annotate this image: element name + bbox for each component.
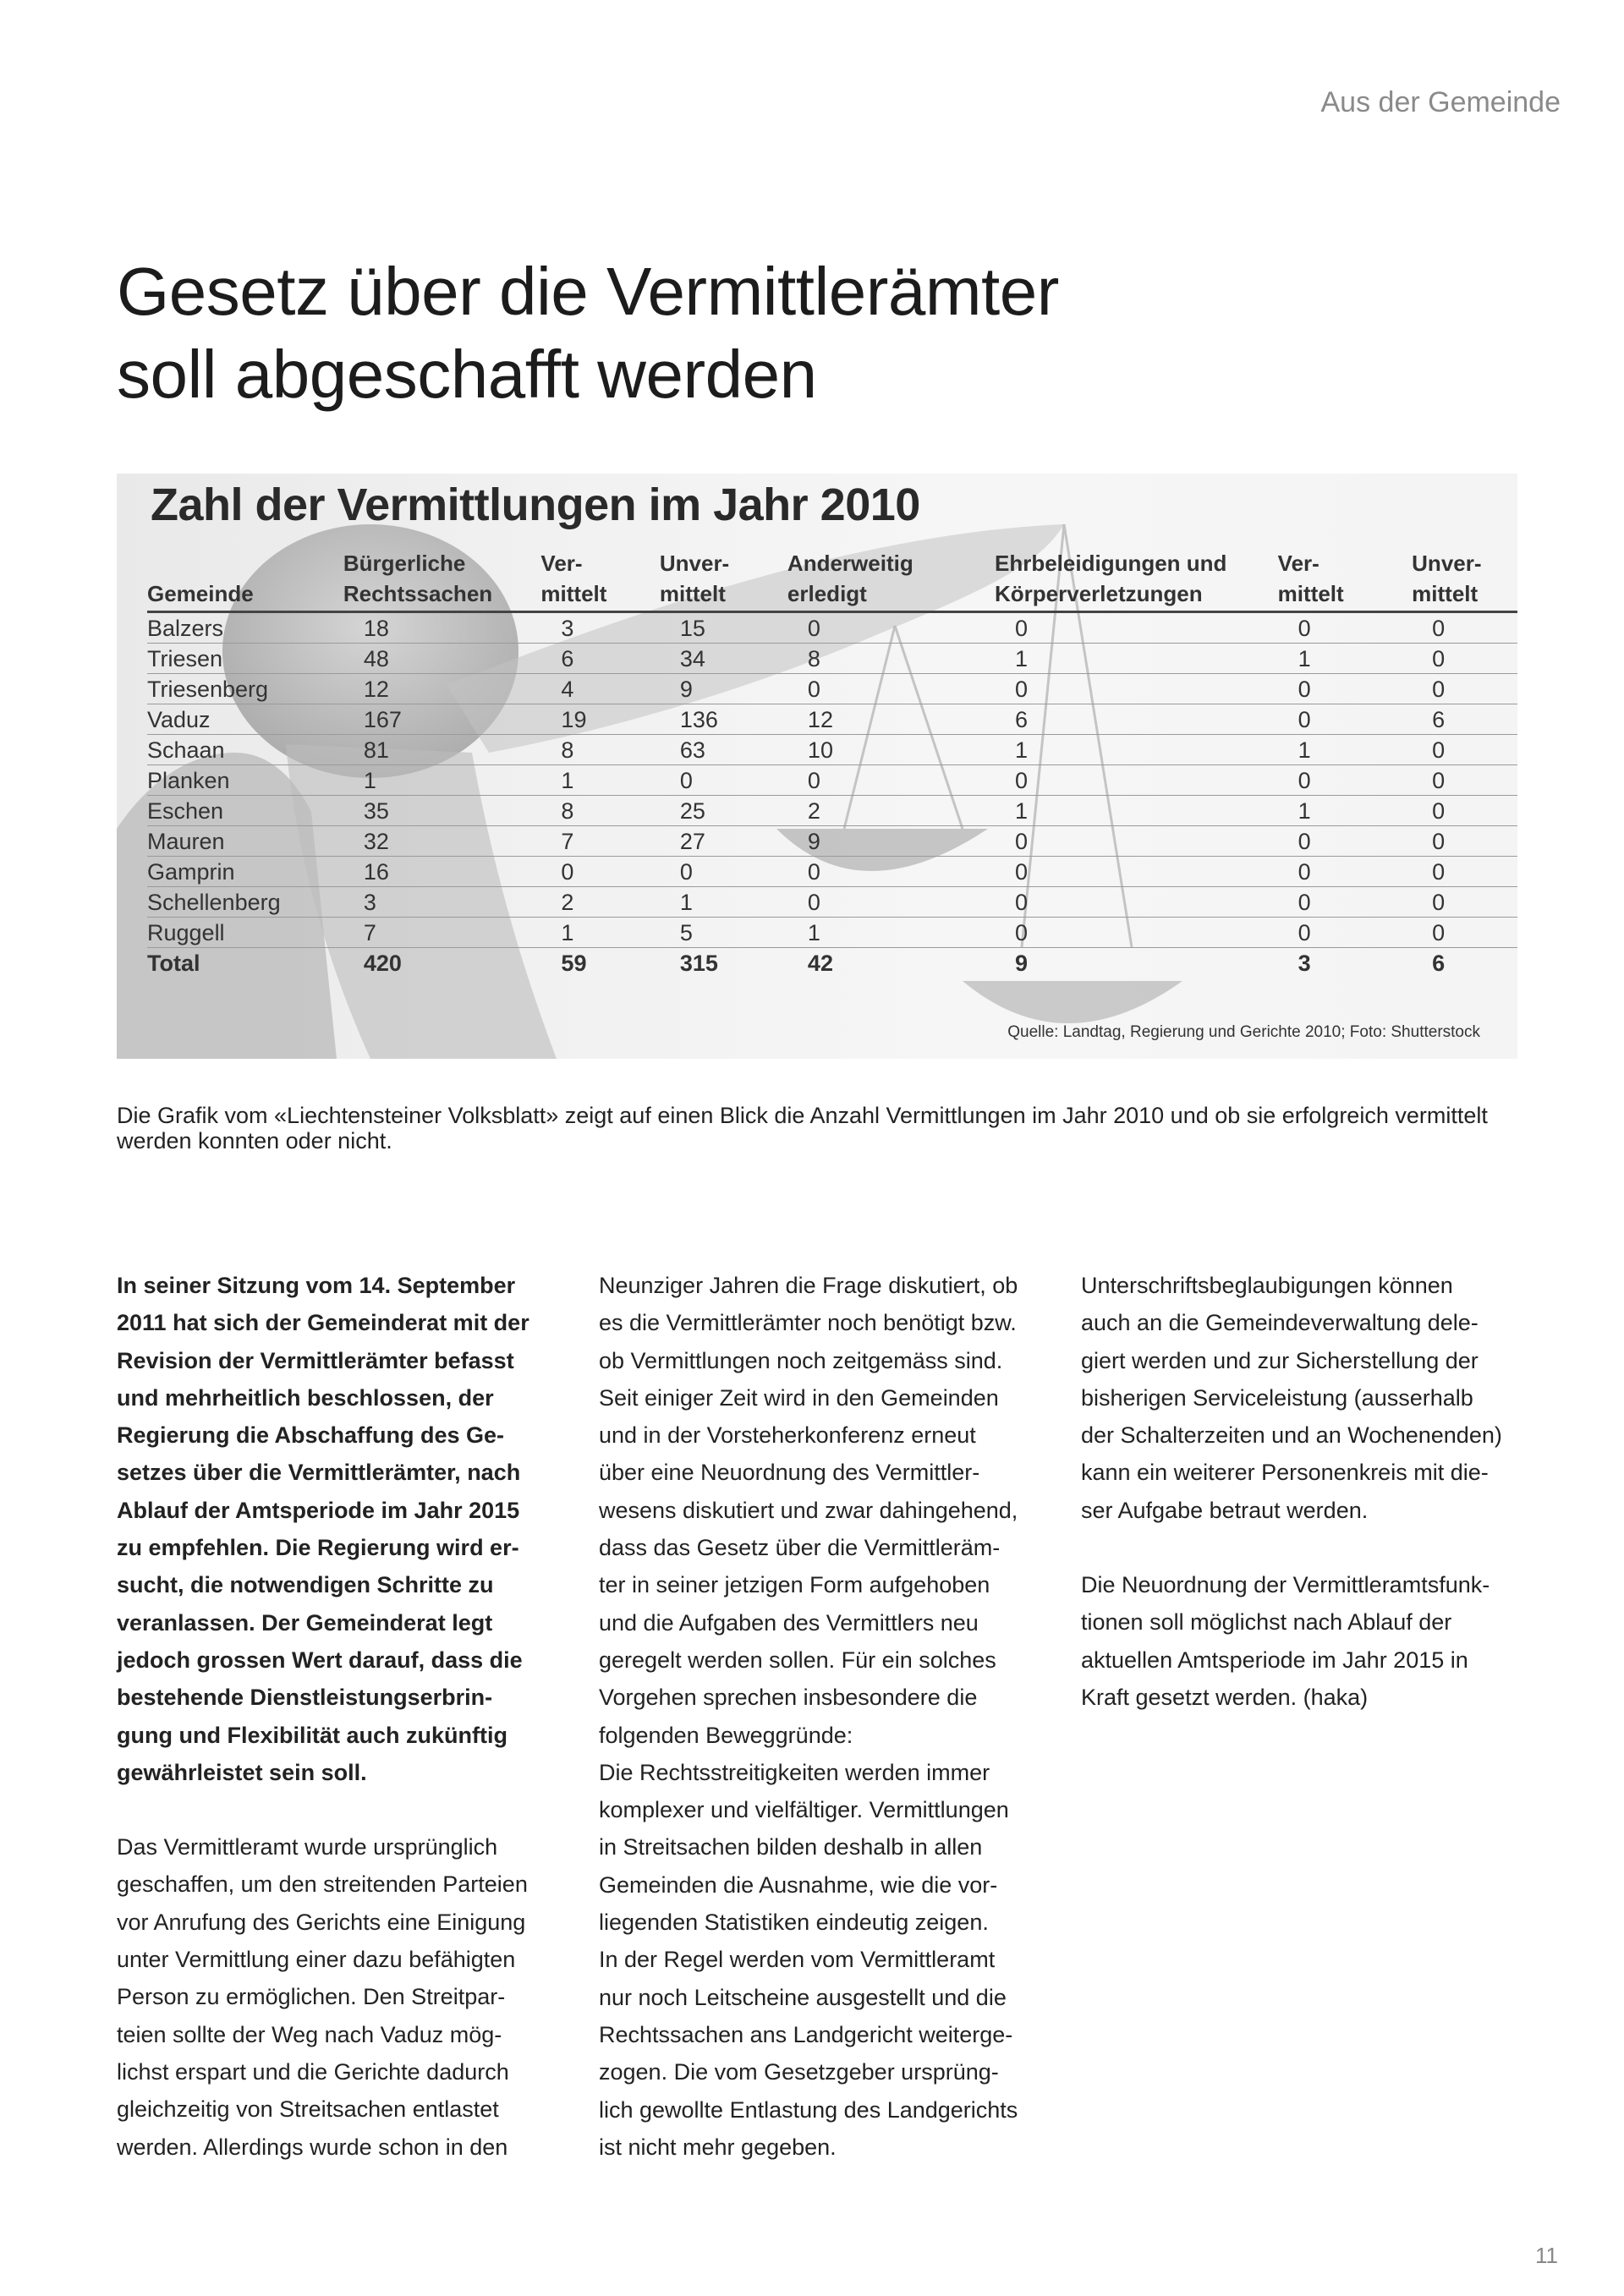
table-cell-value: 9	[787, 826, 995, 857]
table-cell-value: 0	[787, 887, 995, 918]
column-header: Ver- mittelt	[540, 548, 659, 612]
table-cell-value: 42	[807, 951, 833, 976]
graphic-title: Zahl der Vermittlungen im Jahr 2010	[151, 479, 920, 530]
table-cell-value: 1	[540, 918, 659, 948]
table-cell-value: 12	[343, 674, 541, 704]
text-line: Gemeinden die Ausnahme, wie die vor-	[599, 1871, 998, 1898]
table-cell-value: 0	[1412, 887, 1517, 918]
table-row	[147, 796, 1517, 826]
text-line: lichst erspart und die Gerichte dadurch	[117, 2058, 509, 2085]
section-label: Aus der Gemeinde	[1320, 86, 1561, 118]
text-line: bestehende Dienstleistungserbrin-	[117, 1685, 493, 1711]
table-cell-value: 48	[343, 644, 541, 674]
text-line: kann ein weiterer Personenkreis mit die-	[1081, 1460, 1489, 1486]
text-line: geschaffen, um den streitenden Parteien	[117, 1871, 528, 1898]
table-cell-value: 3	[343, 887, 541, 918]
text-line: unter Vermittlung einer dazu befähigten	[117, 1947, 516, 1973]
text-line: setzes über die Vermittlerämter, nach	[117, 1460, 521, 1486]
table-row	[147, 826, 1517, 857]
table-cell-municipality: Gamprin	[147, 857, 343, 887]
table-cell-value: 1	[343, 765, 541, 796]
text-line: geregelt werden sollen. Für ein solches	[599, 1647, 996, 1673]
page-title	[117, 250, 1059, 416]
text-line: Kraft gesetzt werden. (haka)	[1081, 1684, 1369, 1710]
table-cell-value: 19	[540, 704, 659, 735]
table-cell-value: 1	[995, 735, 1278, 765]
table-cell-value: 15	[660, 612, 787, 644]
text-line: Neunziger Jahren die Frage diskutiert, ob	[599, 1273, 1018, 1298]
table-cell-value: 6	[540, 644, 659, 674]
table-cell-value: 7	[343, 918, 541, 948]
text-line: Regierung die Abschaffung des Ge-	[117, 1422, 505, 1449]
table-cell-value: 34	[660, 644, 787, 674]
table-cell-value: 25	[660, 796, 787, 826]
table-cell-value: 6	[1432, 951, 1446, 976]
text-line: gung und Flexibilität auch zukünftig	[117, 1722, 508, 1748]
text-line: liegenden Statistiken eindeutig zeigen.	[599, 1910, 989, 1936]
table-cell-value: 32	[343, 826, 541, 857]
table-cell-value: 0	[1278, 704, 1413, 735]
table-cell-value: 1	[1278, 644, 1413, 674]
text-line: veranlassen. Der Gemeinderat legt	[117, 1609, 493, 1636]
text-line: aktuellen Amtsperiode im Jahr 2015 in	[1081, 1647, 1468, 1673]
text-line: nur noch Leitscheine ausgestellt und die	[599, 1984, 1007, 2010]
table-cell-value: 0	[1412, 765, 1517, 796]
table-cell-value: 8	[540, 735, 659, 765]
lead-paragraph	[117, 1267, 563, 1791]
article-column-3	[1081, 1267, 1528, 1716]
text-line: dass das Gesetz über die Vermittleräm-	[599, 1535, 1001, 1561]
table-cell-value: 0	[995, 826, 1278, 857]
text-line: vor Anrufung des Gerichts eine Einigung	[117, 1909, 526, 1935]
text-line: der Schalterzeiten und an Wochenenden)	[1081, 1422, 1502, 1449]
text-line: zogen. Die vom Gesetzgeber ursprüng-	[599, 2059, 999, 2085]
column-header: Unver- mittelt	[1412, 548, 1517, 612]
table-row	[147, 644, 1517, 674]
table-cell-value: 0	[660, 857, 787, 887]
text-line: komplexer und vielfältiger. Vermittlungen	[599, 1797, 1009, 1823]
text-line: jedoch grossen Wert darauf, dass die	[117, 1647, 523, 1673]
table-total-row	[147, 948, 1517, 978]
column-header: Anderweitig erledigt	[787, 548, 995, 612]
table-cell-value: 1	[995, 644, 1278, 674]
text-line: und mehrheitlich beschlossen, der	[117, 1384, 494, 1411]
body-paragraph	[1081, 1267, 1528, 1529]
text-line: bisherigen Serviceleistung (ausserhalb	[1081, 1384, 1473, 1411]
table-cell-value: 0	[995, 857, 1278, 887]
table-cell-value: 0	[1278, 826, 1413, 857]
table-cell-value: 0	[787, 612, 995, 644]
text-line: sucht, die notwendigen Schritte zu	[117, 1572, 494, 1598]
table-cell-value: 0	[787, 674, 995, 704]
table-cell-value: 0	[995, 612, 1278, 644]
table-cell-value: 6	[995, 704, 1278, 735]
title-line-1: Gesetz über die Vermittlerämter	[117, 254, 1059, 329]
column-header: Bürgerliche Rechtssachen	[343, 548, 541, 612]
text-line: Unterschriftsbeglaubigungen können	[1081, 1273, 1453, 1298]
table-cell-municipality: Schaan	[147, 735, 343, 765]
text-line: auch an die Gemeindeverwaltung dele-	[1081, 1310, 1479, 1336]
table-cell-value: 0	[995, 887, 1278, 918]
table-row	[147, 918, 1517, 948]
text-line: lich gewollte Entlastung des Landgerichts	[599, 2096, 1018, 2123]
text-line: gleichzeitig von Streitsachen entlastet	[117, 2096, 499, 2123]
text-line: wesens diskutiert und zwar dahingehend,	[599, 1497, 1018, 1523]
text-line: ser Aufgabe betraut werden.	[1081, 1497, 1369, 1523]
table-cell-value: 1	[995, 796, 1278, 826]
text-line: giert werden und zur Sicherstellung der	[1081, 1347, 1479, 1373]
text-line: werden. Allerdings wurde schon in den	[117, 2134, 508, 2160]
table-body	[147, 612, 1517, 978]
body-paragraph	[1081, 1566, 1528, 1716]
text-line: ter in seiner jetzigen Form aufgehoben	[599, 1572, 990, 1598]
text-line: Ablauf der Amtsperiode im Jahr 2015	[117, 1497, 520, 1523]
table-cell-value: 9	[660, 674, 787, 704]
table-cell-value: 0	[1412, 826, 1517, 857]
table-cell-value: 59	[561, 951, 587, 976]
table-cell-value: 0	[1412, 612, 1517, 644]
table-cell-municipality: Planken	[147, 765, 343, 796]
table-cell-value: 136	[660, 704, 787, 735]
page-number: 11	[1535, 2243, 1558, 2268]
table-cell-value: 0	[1412, 796, 1517, 826]
table-cell-value: 6	[1412, 704, 1517, 735]
table-header-row	[147, 548, 1517, 612]
table-cell-value: 0	[787, 857, 995, 887]
table-cell-value: 0	[1412, 735, 1517, 765]
table-cell-municipality: Vaduz	[147, 704, 343, 735]
table-cell-municipality: Eschen	[147, 796, 343, 826]
table-cell-value: 1	[1278, 735, 1413, 765]
table-cell-value: 2	[540, 887, 659, 918]
graphic-source: Quelle: Landtag, Regierung und Gerichte 2010; Foto: Shutterstock	[1007, 1023, 1480, 1041]
table-cell-value: 1	[540, 765, 659, 796]
text-line: teien sollte der Weg nach Vaduz mög-	[117, 2021, 502, 2047]
article-column-2	[599, 1267, 1045, 2166]
table-cell-value: 16	[343, 857, 541, 887]
table-cell-value: 0	[995, 765, 1278, 796]
table-cell-value: 63	[660, 735, 787, 765]
text-line: ob Vermittlungen noch zeitgemäss sind.	[599, 1347, 1003, 1373]
text-line: Vorgehen sprechen insbesondere die	[599, 1685, 978, 1711]
table-cell-value: 1	[787, 918, 995, 948]
title-line-2: soll abgeschafft werden	[117, 337, 817, 412]
text-line: gewährleistet sein soll.	[117, 1759, 367, 1785]
text-line: und die Aufgaben des Vermittlers neu	[599, 1609, 979, 1636]
table-cell-value: 2	[787, 796, 995, 826]
table-cell-value: 0	[1278, 612, 1413, 644]
table-cell-value: 0	[1412, 644, 1517, 674]
table-cell-municipality: Mauren	[147, 826, 343, 857]
table-cell-value: 18	[343, 612, 541, 644]
table-cell-value: 8	[540, 796, 659, 826]
text-line: Seit einiger Zeit wird in den Gemeinden	[599, 1384, 999, 1411]
table-row	[147, 765, 1517, 796]
table-cell-value: 0	[787, 765, 995, 796]
text-line: Rechtssachen ans Landgericht weiterge-	[599, 2021, 1013, 2047]
text-line: Die Neuordnung der Vermittleramtsfunk-	[1081, 1572, 1490, 1598]
table-cell-value: 315	[679, 951, 718, 976]
table-cell-value: 81	[343, 735, 541, 765]
statistics-graphic	[117, 474, 1517, 1059]
table-cell-value: 3	[1298, 951, 1311, 976]
text-line: es die Vermittlerämter noch benötigt bzw.	[599, 1310, 1017, 1336]
table-row	[147, 887, 1517, 918]
table-cell-value: 0	[1278, 918, 1413, 948]
table-cell-value: 0	[660, 765, 787, 796]
table-cell-value: 5	[660, 918, 787, 948]
text-line: Person zu ermöglichen. Den Streitpar-	[117, 1984, 506, 2010]
table-cell-value: 3	[540, 612, 659, 644]
table-cell-municipality: Schellenberg	[147, 887, 343, 918]
table-cell-municipality: Triesen	[147, 644, 343, 674]
column-header: Gemeinde	[147, 548, 343, 612]
text-line: Revision der Vermittlerämter befasst	[117, 1347, 514, 1373]
text-line: tionen soll möglichst nach Ablauf der	[1081, 1609, 1452, 1636]
table-cell-value: 420	[363, 951, 402, 976]
text-line: Die Rechtsstreitigkeiten werden immer	[599, 1759, 990, 1785]
table-cell-value: 0	[1412, 857, 1517, 887]
table-cell-value: 0	[1412, 918, 1517, 948]
table-cell-value: 4	[540, 674, 659, 704]
table-cell-municipality: Triesenberg	[147, 674, 343, 704]
table-cell-value: 8	[787, 644, 995, 674]
table-cell-value: 1	[1278, 796, 1413, 826]
table-cell-value: 0	[995, 918, 1278, 948]
text-line: 2011 hat sich der Gemeinderat mit der	[117, 1310, 529, 1336]
text-line: In der Regel werden vom Vermittleramt	[599, 1947, 996, 1973]
table-row	[147, 857, 1517, 887]
text-line: und in der Vorsteherkonferenz erneut	[599, 1422, 976, 1449]
table-cell-value: 0	[540, 857, 659, 887]
article-column-1	[117, 1267, 563, 2166]
table-cell-value: 167	[343, 704, 541, 735]
table-cell-value: 0	[1278, 887, 1413, 918]
table-row	[147, 674, 1517, 704]
table-cell-value: 1	[660, 887, 787, 918]
table-cell-value: 0	[1278, 674, 1413, 704]
table-cell-value: 0	[995, 674, 1278, 704]
table-cell-municipality: Total	[147, 951, 200, 976]
table-row	[147, 704, 1517, 735]
body-paragraph	[599, 1267, 1045, 2166]
table-cell-value: 27	[660, 826, 787, 857]
text-line: zu empfehlen. Die Regierung wird er-	[117, 1535, 519, 1561]
table-cell-value: 9	[1015, 951, 1029, 976]
graphic-caption: Die Grafik vom «Liechtensteiner Volksblatt» zeigt auf einen Blick die Anzahl Vermittlungen im Jahr 2010 und ob sie erfolgreich vermittelt werden konnten oder nicht.	[117, 1103, 1488, 1153]
column-header: Unver- mittelt	[660, 548, 787, 612]
table-cell-value: 35	[343, 796, 541, 826]
table-row	[147, 612, 1517, 644]
text-line: in Streitsachen bilden deshalb in allen	[599, 1834, 983, 1860]
table-cell-municipality: Ruggell	[147, 918, 343, 948]
table-cell-value: 0	[1278, 857, 1413, 887]
text-line: ist nicht mehr gegeben.	[599, 2134, 837, 2160]
column-header: Ehrbeleidigungen und Körperverletzungen	[995, 548, 1278, 612]
table-cell-value: 12	[787, 704, 995, 735]
column-header: Ver- mittelt	[1278, 548, 1413, 612]
body-paragraph	[117, 1828, 563, 2166]
table-cell-value: 7	[540, 826, 659, 857]
table-cell-municipality: Balzers	[147, 612, 343, 644]
table-row	[147, 735, 1517, 765]
text-line: Das Vermittleramt wurde ursprünglich	[117, 1834, 498, 1860]
statistics-table	[147, 548, 1517, 978]
table-cell-value: 10	[787, 735, 995, 765]
text-line: über eine Neuordnung des Vermittler-	[599, 1460, 980, 1486]
table-cell-value: 0	[1412, 674, 1517, 704]
table-cell-value: 0	[1278, 765, 1413, 796]
text-line: In seiner Sitzung vom 14. September	[117, 1273, 516, 1298]
text-line: folgenden Beweggründe:	[599, 1722, 853, 1748]
